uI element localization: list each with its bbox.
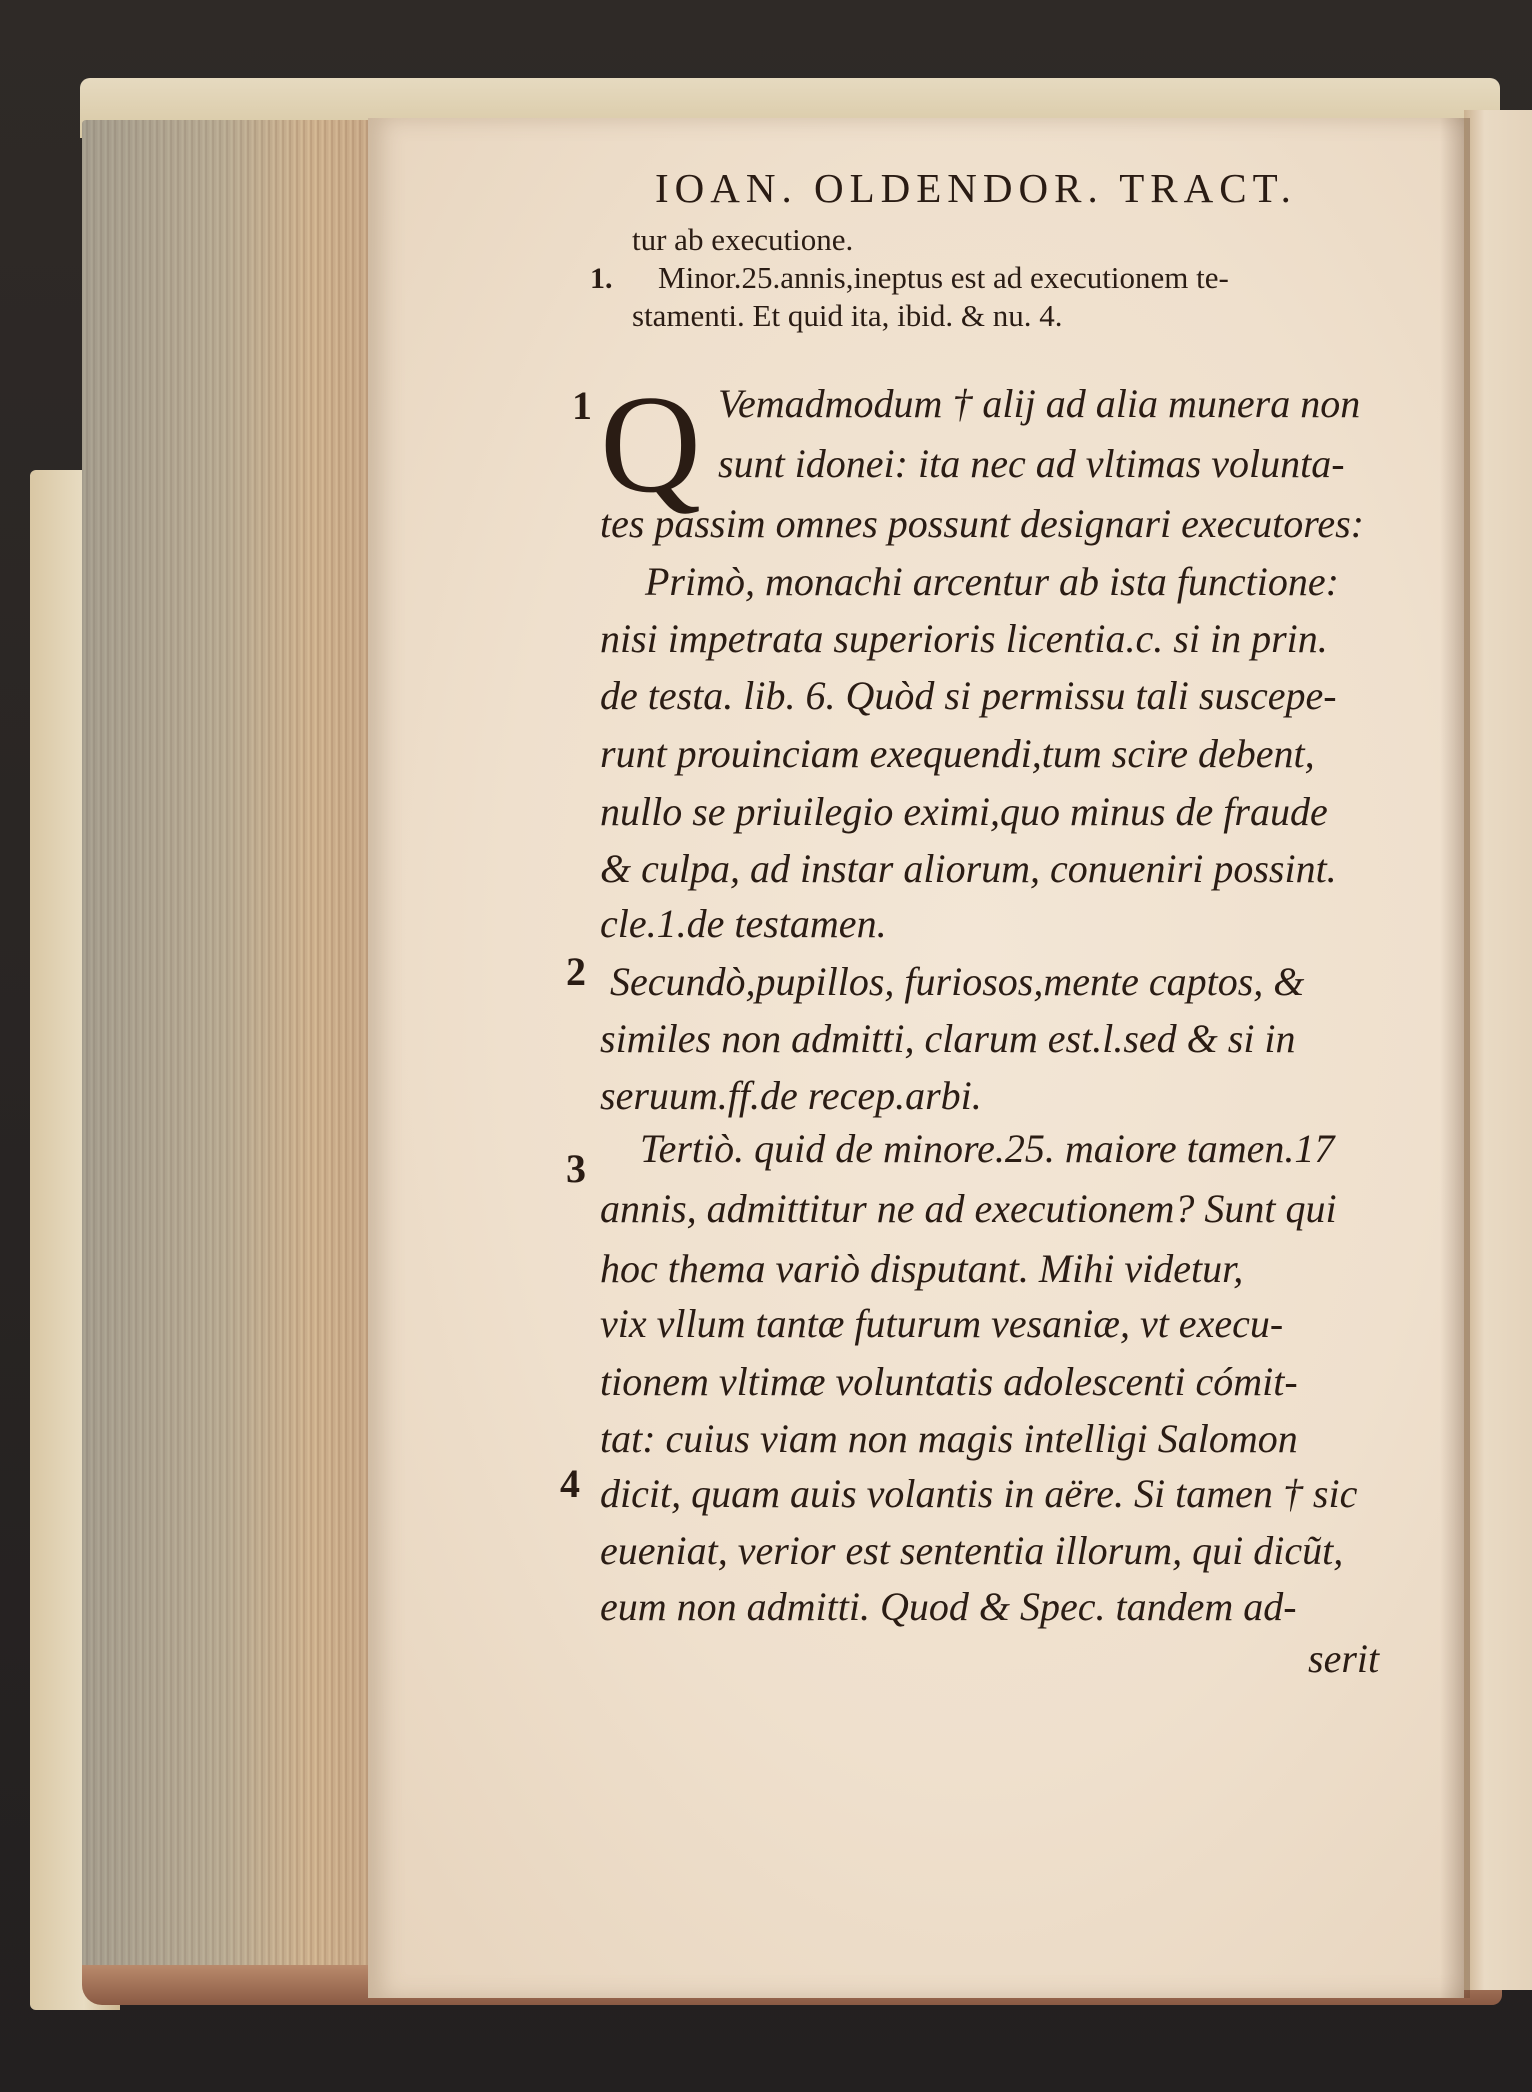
body-line: Secundò,pupillos, furiosos,mente captos, &: [610, 959, 1305, 1004]
page-block-shade: [82, 120, 382, 1990]
body-line: nullo se priuilegio eximi,quo minus de fraude: [600, 789, 1328, 834]
body-line: Tertiò. quid de minore.25. maiore tamen.17: [640, 1126, 1335, 1171]
drop-cap: Q: [600, 367, 702, 522]
body-line: Vemadmodum † alij ad alia munera non: [718, 381, 1361, 426]
body-line: nisi impetrata superioris licentia.c. si in prin.: [600, 616, 1328, 661]
margin-number: 4: [560, 1461, 580, 1506]
body-line: eum non admitti. Quod & Spec. tandem ad-: [600, 1584, 1297, 1629]
summary-item-number: 1.: [590, 262, 613, 295]
summary-line: stamenti. Et quid ita, ibid. & nu. 4.: [632, 298, 1063, 333]
body-line: seruum.ff.de recep.arbi.: [600, 1073, 982, 1118]
summary-line: Minor.25.annis,ineptus est ad executionem te-: [658, 260, 1229, 295]
running-head: IOAN. OLDENDOR. TRACT.: [655, 165, 1297, 211]
body-line: tes passim omnes possunt designari executores:: [600, 501, 1364, 546]
body-line: Primò, monachi arcentur ab ista functione:: [645, 559, 1339, 604]
gutter-shadow: [1440, 118, 1470, 1998]
facing-page-edge: [1464, 110, 1532, 1990]
body-line: sunt idonei: ita nec ad vltimas volunta-: [718, 441, 1345, 486]
body-line: runt prouinciam exequendi,tum scire debent,: [600, 731, 1315, 776]
body-line: hoc thema variò disputant. Mihi videtur,: [600, 1246, 1244, 1291]
margin-number: 2: [566, 949, 586, 994]
body-line: cle.1.de testamen.: [600, 901, 887, 946]
catchword: serit: [1308, 1636, 1380, 1681]
margin-number: 3: [566, 1146, 586, 1191]
body-line: similes non admitti, clarum est.l.sed & si in: [600, 1016, 1296, 1061]
body-line: eueniat, verior est sententia illorum, qui dicũt,: [600, 1528, 1344, 1573]
body-line: dicit, quam auis volantis in aëre. Si tamen † sic: [600, 1471, 1358, 1516]
body-line: tat: cuius viam non magis intelligi Salomon: [600, 1416, 1298, 1461]
body-line: annis, admittitur ne ad executionem? Sunt qui: [600, 1186, 1337, 1231]
body-line: tionem vltimæ voluntatis adolescenti cómit-: [600, 1359, 1298, 1404]
body-line: & culpa, ad instar aliorum, conueniri possint.: [600, 846, 1337, 891]
body-line: de testa. lib. 6. Quòd si permissu tali suscepe-: [600, 673, 1337, 718]
body-line: vix vllum tantæ futurum vesaniæ, vt execu-: [600, 1301, 1284, 1346]
summary-carry-line: tur ab executione.: [632, 222, 854, 257]
margin-number: 1: [572, 383, 592, 428]
